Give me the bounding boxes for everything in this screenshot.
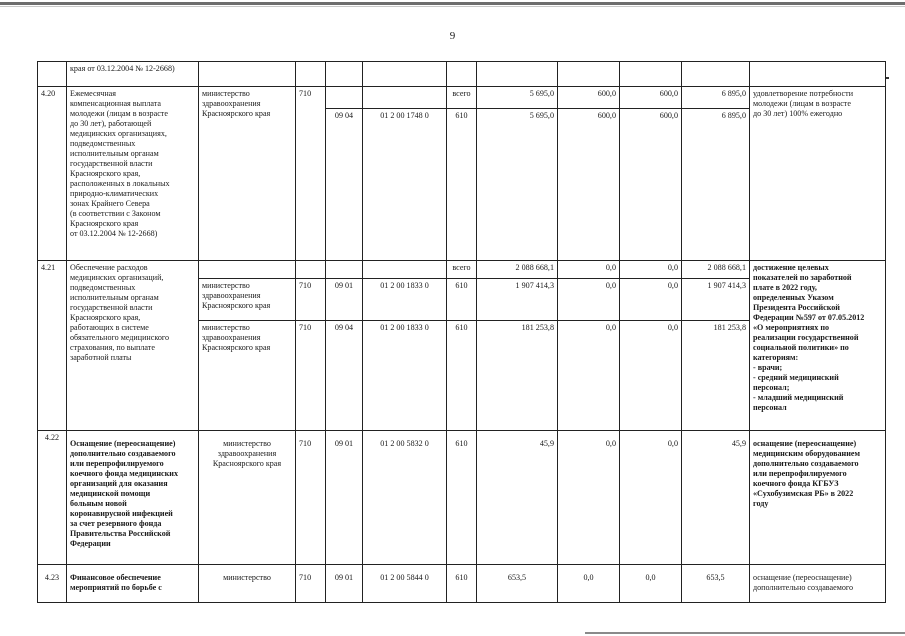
grbs-code — [296, 261, 326, 279]
measure-name: Финансовое обеспечение мероприятий по борьбе с — [67, 565, 199, 603]
vr-code: 610 — [447, 431, 477, 565]
total-amount: 1 907 414,3 — [682, 279, 750, 321]
year3-amount: 0,0 — [620, 261, 682, 279]
year2-amount: 600,0 — [558, 109, 620, 261]
table-row-continuation — [38, 62, 886, 87]
table-row-4-21 — [38, 261, 886, 279]
grbs-code: 710 — [296, 279, 326, 321]
expected-result: достижение целевых показателей по заработной плате в 2022 году, определенных Указом Президента Российской Федерации №597 от 07.05.2012 «О мероприятиях по реализации государственной социальной политики» по категориям: - врачи; - средний медицинский персонал; - младший медицинский персонал — [750, 261, 886, 431]
csr-code: 01 2 00 1748 0 — [363, 109, 447, 261]
row-number: 4.23 — [38, 565, 67, 603]
row-number: 4.22 — [38, 431, 67, 565]
year2-amount: 600,0 — [558, 87, 620, 109]
year2-amount: 0,0 — [558, 261, 620, 279]
measure-name: Ежемесячная компенсационная выплата молодежи (лицам в возрасте до 30 лет), работающей медицинских организациях, подведомственных исполнительным органам государственной власти Красноярского края, расположенных в локальных природно-климатических зонах Крайнего Севера (в соответствии с Законом Красноярского края от 03.12.2004 № 12-2668) — [67, 87, 199, 261]
measure-name: Обеспечение расходов медицинских организаций, подведомственных исполнительным органам государственной власти Красноярского края, работающих в системе обязательного медицинского страхования, по выплате заработной платы — [67, 261, 199, 431]
year1-amount: 45,9 — [477, 431, 558, 565]
scan-top-border-shadow — [0, 6, 905, 7]
rzpr-code: 09 04 — [326, 321, 363, 431]
total-amount: 6 895,0 — [682, 109, 750, 261]
grbs-code: 710 — [296, 431, 326, 565]
scan-bottom-border — [585, 632, 905, 634]
csr-code: 01 2 00 5832 0 — [363, 431, 447, 565]
row-number: 4.21 — [38, 261, 67, 431]
page-number: 9 — [449, 30, 456, 42]
grbs-code: 710 — [296, 565, 326, 603]
total-amount: 6 895,0 — [682, 87, 750, 109]
grbs-name — [199, 261, 296, 279]
table-row-4-23 — [38, 565, 886, 603]
table-row-4-20 — [38, 87, 886, 109]
rzpr-code: 09 01 — [326, 279, 363, 321]
scan-top-border — [0, 2, 905, 5]
year1-amount: 1 907 414,3 — [477, 279, 558, 321]
csr-code: 01 2 00 1833 0 — [363, 321, 447, 431]
grbs-name: министерство здравоохранения Красноярского края — [199, 279, 296, 321]
vr-code: 610 — [447, 109, 477, 261]
grbs-name: министерство здравоохранения Красноярского края — [199, 321, 296, 431]
year2-amount: 0,0 — [558, 431, 620, 565]
rzpr-code — [326, 87, 363, 109]
year3-amount: 0,0 — [620, 565, 682, 603]
total-amount: 2 088 668,1 — [682, 261, 750, 279]
total-amount: 653,5 — [682, 565, 750, 603]
vr-code: 610 — [447, 279, 477, 321]
year3-amount: 0,0 — [620, 279, 682, 321]
year2-amount: 0,0 — [558, 321, 620, 431]
measure-name: Оснащение (переоснащение) дополнительно создаваемого или перепрофилируемого коечного фонда медицинских организаций для оказания медицинской помощи больным новой коронавирусной инфекцией за счет резервного фонда Правительства Российской Федерации — [67, 431, 199, 565]
scan-edge-mark — [886, 77, 889, 79]
vr-code: 610 — [447, 565, 477, 603]
expected-result: оснащение (переоснащение) дополнительно создаваемого — [750, 565, 886, 603]
year3-amount: 600,0 — [620, 109, 682, 261]
table-row-4-22 — [38, 431, 886, 565]
rzpr-code: 09 01 — [326, 431, 363, 565]
continuation-text: края от 03.12.2004 № 12-2668) — [67, 62, 199, 87]
rzpr-code: 09 01 — [326, 565, 363, 603]
expected-result: оснащение (переоснащение) медицинским оборудованием дополнительно создаваемого или перепрофилируемого коечного фонда КГБУЗ «Сухобузимская РБ» в 2022 году — [750, 431, 886, 565]
year1-amount: 653,5 — [477, 565, 558, 603]
vr-code: 610 — [447, 321, 477, 431]
rzpr-code — [326, 261, 363, 279]
year2-amount: 0,0 — [558, 565, 620, 603]
grbs-code: 710 — [296, 321, 326, 431]
year2-amount: 0,0 — [558, 279, 620, 321]
year3-amount: 600,0 — [620, 87, 682, 109]
rzpr-code: 09 04 — [326, 109, 363, 261]
year1-amount: 181 253,8 — [477, 321, 558, 431]
vr-code: всего — [447, 87, 477, 109]
year1-amount: 5 695,0 — [477, 109, 558, 261]
csr-code: 01 2 00 5844 0 — [363, 565, 447, 603]
cell-num — [38, 62, 67, 87]
grbs-code: 710 — [296, 87, 326, 261]
csr-code — [363, 87, 447, 109]
csr-code — [363, 261, 447, 279]
csr-code: 01 2 00 1833 0 — [363, 279, 447, 321]
grbs-name: министерство — [199, 565, 296, 603]
expected-result: удовлетворение потребности молодежи (лицам в возрасте до 30 лет) 100% ежегодно — [750, 87, 886, 261]
year1-amount: 5 695,0 — [477, 87, 558, 109]
grbs-name: министерство здравоохранения Красноярского края — [199, 431, 296, 565]
grbs-name: министерство здравоохранения Красноярского края — [199, 87, 296, 261]
budget-measures-table — [37, 61, 886, 603]
total-amount: 45,9 — [682, 431, 750, 565]
vr-code: всего — [447, 261, 477, 279]
year3-amount: 0,0 — [620, 431, 682, 565]
year1-amount: 2 088 668,1 — [477, 261, 558, 279]
row-number: 4.20 — [38, 87, 67, 261]
year3-amount: 0,0 — [620, 321, 682, 431]
total-amount: 181 253,8 — [682, 321, 750, 431]
